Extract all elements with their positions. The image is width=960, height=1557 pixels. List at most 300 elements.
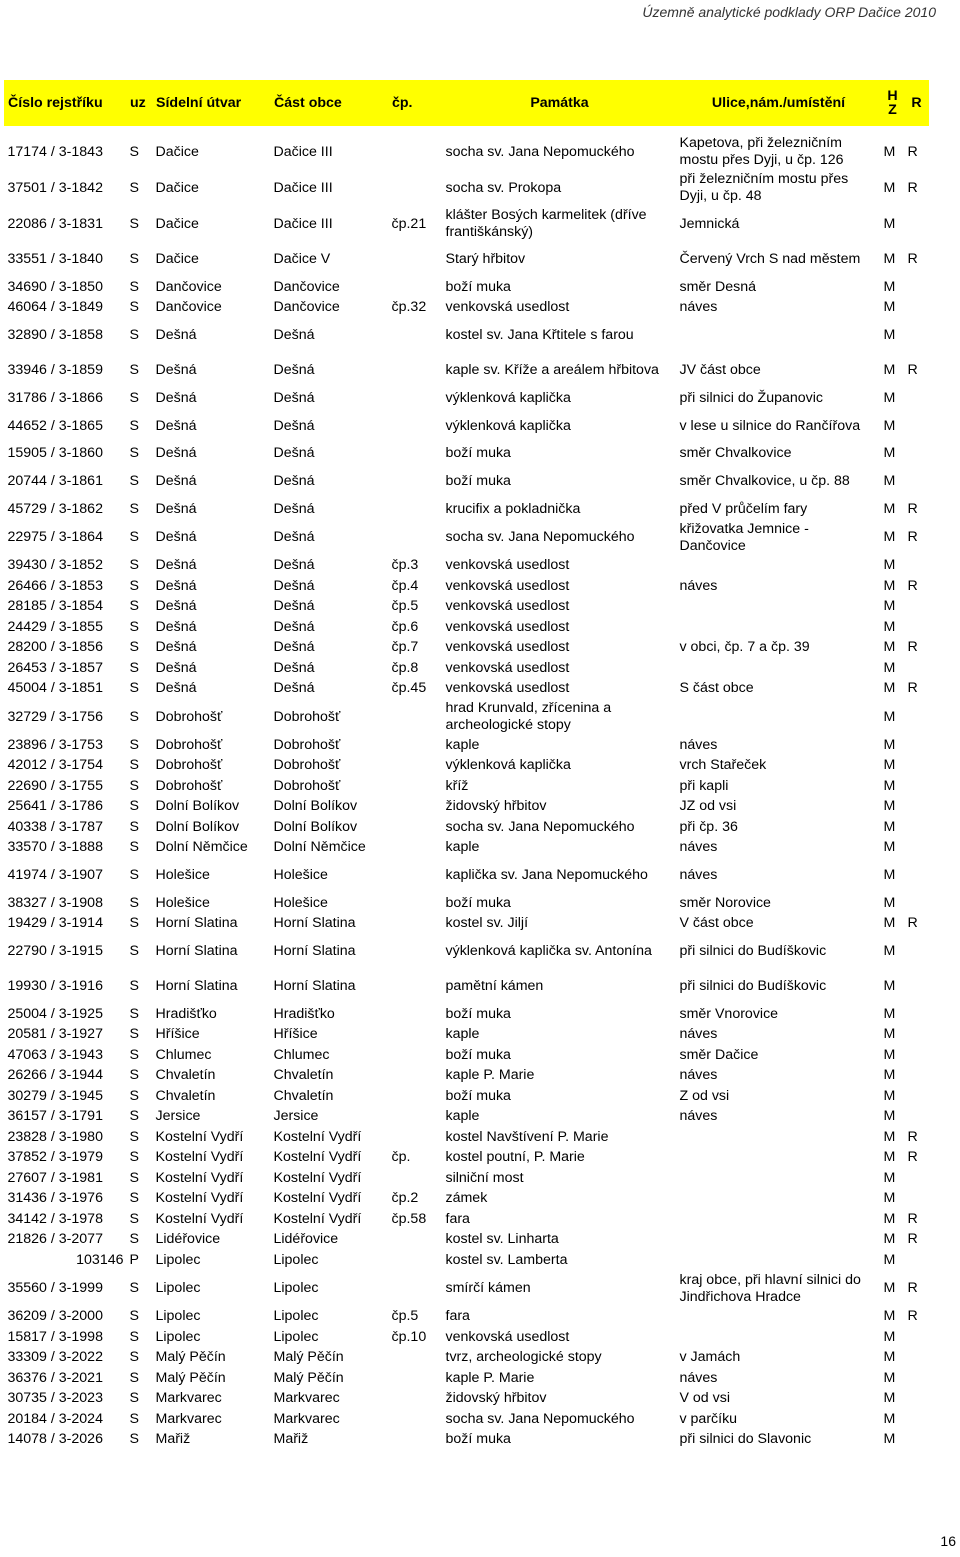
cell-monument: kaple: [445, 839, 480, 856]
cell-hz: M: [883, 680, 896, 697]
cell-municipality-part: Mařiž: [273, 1431, 309, 1448]
table-row: [5, 409, 929, 444]
cell-monument: kaplička sv. Jana Nepomuckého: [445, 867, 648, 883]
table-row: [5, 1127, 929, 1148]
cell-hz: M: [883, 1251, 896, 1268]
cell-monument: hrad Krunvald, zřícenina a archeologické stopy: [445, 700, 612, 733]
cell-location: náves: [679, 1026, 718, 1043]
cell-location: JV část obce: [679, 362, 761, 378]
cell-registry-number: 33570 / 3-1888: [7, 839, 103, 856]
cell-settlement: Dačice: [155, 143, 199, 160]
cell-hz: M: [883, 1231, 896, 1248]
cell-r: [905, 735, 929, 756]
cell-hz: M: [883, 894, 896, 911]
cell-monument: fara: [445, 1210, 470, 1227]
cell-registry-number: 47063 / 3-1943: [7, 1046, 103, 1063]
table-row: [5, 756, 929, 777]
cell-location: směr Dačice: [679, 1046, 759, 1063]
cell-monument: socha sv. Jana Nepomuckého: [445, 143, 635, 160]
cell-monument: Starý hřbitov: [445, 251, 526, 267]
cell-municipality-part: Hradišťko: [273, 1005, 335, 1022]
cell-hz: M: [883, 1026, 896, 1043]
cell-location: Z od vsi: [679, 1087, 730, 1104]
cell-uz: S: [129, 1328, 139, 1345]
cell-location: náves: [679, 1067, 718, 1084]
header-hz: H Z: [881, 81, 905, 126]
cell-registry-number: 45729 / 3-1862: [7, 500, 103, 517]
cell-uz: S: [129, 1046, 139, 1063]
table-row: [5, 388, 929, 409]
cell-house-number: [389, 858, 443, 893]
cell-settlement: Kostelní Vydří: [155, 1149, 244, 1166]
cell-location: při silnici do Budíškovic: [679, 943, 827, 959]
cell-house-number: [389, 893, 443, 914]
cell-municipality-part: Chvaletín: [273, 1087, 334, 1104]
cell-hz: M: [883, 943, 896, 959]
cell-location: [677, 1327, 881, 1348]
cell-monument: fara: [445, 1308, 470, 1325]
cell-location: křižovatka Jemnice - Dančovice: [679, 520, 809, 554]
cell-uz: S: [129, 1349, 139, 1366]
cell-house-number: [389, 934, 443, 969]
cell-hz: M: [883, 598, 896, 615]
cell-house-number: [389, 1086, 443, 1107]
cell-hz: M: [883, 278, 896, 295]
cell-uz: S: [129, 557, 139, 574]
cell-r: R: [907, 179, 918, 196]
table-row: [5, 658, 929, 679]
cell-uz: S: [129, 327, 139, 343]
cell-r: [905, 597, 929, 618]
cell-settlement: Lipolec: [155, 1328, 201, 1345]
cell-monument: venkovská usedlost: [445, 639, 570, 656]
cell-municipality-part: Kostelní Vydří: [273, 1169, 362, 1186]
cell-registry-number: 40338 / 3-1787: [7, 818, 103, 835]
cell-settlement: Kostelní Vydří: [155, 1169, 244, 1186]
cell-location: v parčíku: [679, 1410, 738, 1427]
cell-uz: S: [129, 1108, 139, 1125]
cell-house-number: čp.4: [391, 577, 419, 594]
cell-monument: venkovská usedlost: [445, 618, 570, 635]
cell-hz: M: [883, 1308, 896, 1325]
table-row: [5, 914, 929, 935]
cell-monument: kostel sv. Jiljí: [445, 915, 529, 932]
cell-municipality-part: Malý Pěčín: [273, 1349, 344, 1366]
cell-house-number: čp.21: [391, 215, 427, 232]
cell-house-number: čp.6: [391, 618, 419, 635]
cell-uz: S: [129, 736, 139, 753]
cell-location: při čp. 36: [679, 818, 738, 835]
cell-location: V od vsi: [679, 1390, 730, 1407]
cell-registry-number: 25641 / 3-1786: [7, 798, 103, 815]
cell-settlement: Dešná: [155, 327, 197, 343]
cell-settlement: Dačice: [155, 215, 199, 232]
cell-location: směr Vnorovice: [679, 1005, 779, 1022]
cell-r: R: [907, 500, 918, 517]
cell-uz: S: [129, 708, 139, 725]
cell-municipality-part: Dešná: [273, 577, 315, 594]
table-row: [5, 1066, 929, 1087]
table-row: [5, 1368, 929, 1389]
cell-location: náves: [679, 577, 718, 594]
table-row: [5, 969, 929, 1004]
cell-registry-number: 33551 / 3-1840: [7, 251, 103, 267]
cell-monument: pamětní kámen: [445, 978, 544, 994]
cell-uz: S: [129, 839, 139, 856]
cell-house-number: [389, 699, 443, 735]
cell-municipality-part: Jersice: [273, 1108, 319, 1125]
cell-monument: venkovská usedlost: [445, 557, 570, 574]
cell-hz: M: [883, 445, 896, 462]
cell-house-number: [389, 388, 443, 409]
cell-settlement: Malý Pěčín: [155, 1349, 226, 1366]
table-row: [5, 638, 929, 659]
cell-hz: M: [883, 798, 896, 815]
header-monument: Památka: [443, 81, 677, 126]
cell-monument: židovský hřbitov: [445, 798, 547, 815]
cell-house-number: čp.8: [391, 659, 419, 676]
cell-uz: S: [129, 215, 139, 232]
cell-location: směr Chvalkovice, u čp. 88: [679, 473, 850, 489]
cell-registry-number: 14078 / 3-2026: [7, 1431, 103, 1448]
cell-hz: M: [883, 867, 896, 883]
cell-uz: S: [129, 943, 139, 959]
cell-municipality-part: Dačice III: [273, 215, 333, 232]
cell-settlement: Kostelní Vydří: [155, 1190, 244, 1207]
cell-hz: M: [883, 1210, 896, 1227]
cell-house-number: [389, 817, 443, 838]
cell-hz: M: [883, 708, 896, 725]
cell-house-number: [389, 1430, 443, 1451]
cell-house-number: [389, 1409, 443, 1430]
cell-location: při silnici do Županovic: [679, 389, 824, 406]
cell-house-number: [389, 756, 443, 777]
table-row: [5, 817, 929, 838]
cell-hz: M: [883, 1005, 896, 1022]
cell-hz: M: [883, 1431, 896, 1448]
cell-uz: S: [129, 445, 139, 462]
cell-house-number: [389, 1004, 443, 1025]
cell-uz: S: [129, 639, 139, 656]
table-row: [5, 520, 929, 556]
cell-r: R: [907, 529, 918, 545]
cell-registry-number: 23828 / 3-1980: [7, 1128, 103, 1145]
cell-settlement: Lidéřovice: [155, 1231, 221, 1248]
cell-r: [905, 388, 929, 409]
cell-registry-number: 39430 / 3-1852: [7, 557, 103, 574]
cell-monument: boží muka: [445, 1046, 511, 1063]
cell-r: [905, 1409, 929, 1430]
cell-uz: S: [129, 179, 139, 196]
cell-uz: S: [129, 362, 139, 378]
cell-uz: S: [129, 1390, 139, 1407]
cell-settlement: Hříšice: [155, 1026, 200, 1043]
cell-uz: S: [129, 978, 139, 994]
cell-hz: M: [883, 618, 896, 635]
cell-registry-number: 19930 / 3-1916: [7, 978, 103, 994]
table-row: [5, 617, 929, 638]
cell-monument: kaple P. Marie: [445, 1369, 535, 1386]
page-number: 16: [940, 1533, 956, 1549]
cell-monument: venkovská usedlost: [445, 577, 570, 594]
cell-municipality-part: Lipolec: [273, 1308, 319, 1325]
cell-uz: S: [129, 1410, 139, 1427]
cell-house-number: čp.: [391, 1149, 411, 1166]
cell-r: R: [907, 1149, 918, 1166]
cell-r: [905, 817, 929, 838]
cell-uz: S: [129, 417, 139, 434]
cell-registry-number: 22790 / 3-1915: [7, 943, 103, 959]
cell-location: Červený Vrch S nad městem: [679, 251, 861, 267]
cell-hz: M: [883, 1067, 896, 1084]
cell-municipality-part: Dobrohošť: [273, 736, 341, 753]
cell-municipality-part: Holešice: [273, 894, 328, 911]
cell-monument: venkovská usedlost: [445, 598, 570, 615]
cell-location: [677, 617, 881, 638]
cell-uz: S: [129, 1169, 139, 1186]
cell-hz: M: [883, 179, 896, 196]
cell-hz: M: [883, 1369, 896, 1386]
cell-registry-number: 30279 / 3-1945: [7, 1087, 103, 1104]
cell-municipality-part: Dešná: [273, 639, 315, 656]
cell-settlement: Markvarec: [155, 1390, 222, 1407]
cell-monument: boží muka: [445, 1431, 511, 1448]
table-row: [5, 1327, 929, 1348]
cell-location: [677, 1168, 881, 1189]
table-row: [5, 1045, 929, 1066]
cell-settlement: Chlumec: [155, 1046, 212, 1063]
cell-r: [905, 409, 929, 444]
cell-settlement: Dešná: [155, 618, 197, 635]
cell-hz: M: [883, 389, 896, 406]
cell-location: směr Desná: [679, 278, 756, 295]
cell-settlement: Dešná: [155, 473, 197, 489]
cell-r: R: [907, 362, 918, 378]
cell-settlement: Dešná: [155, 680, 197, 697]
cell-house-number: [389, 520, 443, 556]
cell-r: R: [907, 1210, 918, 1227]
cell-house-number: [389, 1271, 443, 1307]
cell-house-number: [389, 1250, 443, 1271]
cell-hz: M: [883, 1410, 896, 1427]
cell-hz: M: [883, 1149, 896, 1166]
table-row: [5, 1230, 929, 1251]
cell-municipality-part: Horní Slatina: [273, 978, 356, 994]
cell-registry-number: 32890 / 3-1858: [7, 327, 103, 343]
cell-house-number: [389, 1348, 443, 1369]
cell-municipality-part: Kostelní Vydří: [273, 1128, 362, 1145]
cell-registry-number: 37852 / 3-1979: [7, 1149, 103, 1166]
cell-monument: kaple sv. Kříže a areálem hřbitova: [445, 362, 659, 378]
cell-registry-number: 22975 / 3-1864: [7, 529, 103, 545]
cell-uz: S: [129, 1128, 139, 1145]
cell-house-number: [389, 1107, 443, 1128]
cell-monument: venkovská usedlost: [445, 299, 570, 316]
cell-municipality-part: Dobrohošť: [273, 777, 341, 794]
cell-uz: S: [129, 1280, 139, 1296]
cell-r: [905, 1250, 929, 1271]
cell-r: R: [907, 1308, 918, 1325]
cell-municipality-part: Dačice V: [273, 251, 331, 267]
cell-house-number: [389, 969, 443, 1004]
cell-hz: M: [883, 215, 896, 232]
cell-municipality-part: Horní Slatina: [273, 943, 356, 959]
header-location: Ulice,nám./umístění: [677, 81, 881, 126]
table-row: [5, 1271, 929, 1307]
table-row: [5, 556, 929, 577]
cell-r: [905, 756, 929, 777]
cell-hz: M: [883, 417, 896, 434]
cell-house-number: [389, 1368, 443, 1389]
cell-hz: M: [883, 299, 896, 316]
cell-uz: S: [129, 1431, 139, 1448]
cell-hz: M: [883, 1349, 896, 1366]
table-row: [5, 1086, 929, 1107]
cell-hz: M: [883, 557, 896, 574]
cell-house-number: [389, 1066, 443, 1087]
cell-monument: socha sv. Jana Nepomuckého: [445, 529, 635, 545]
cell-r: [905, 617, 929, 638]
cell-monument: kaple: [445, 736, 480, 753]
cell-monument: krucifix a pokladnička: [445, 500, 581, 517]
cell-location: [677, 699, 881, 735]
table-row: [5, 242, 929, 277]
cell-hz: M: [883, 473, 896, 489]
cell-uz: S: [129, 1369, 139, 1386]
cell-uz: S: [129, 577, 139, 594]
table-row: [5, 298, 929, 319]
cell-registry-number: 33309 / 3-2022: [7, 1349, 103, 1366]
cell-municipality-part: Dešná: [273, 445, 315, 462]
running-header-title: Územně analytické podklady ORP Dačice 2010: [642, 4, 936, 20]
cell-uz: S: [129, 777, 139, 794]
cell-house-number: [389, 170, 443, 206]
cell-municipality-part: Holešice: [273, 867, 328, 883]
cell-registry-number: 21826 / 3-2077: [7, 1231, 103, 1248]
cell-location: směr Norovice: [679, 894, 771, 911]
cell-settlement: Dančovice: [155, 278, 222, 295]
table-row: [5, 1148, 929, 1169]
cell-settlement: Dešná: [155, 500, 197, 517]
cell-settlement: Dobrohošť: [155, 708, 223, 725]
table-row: [5, 1209, 929, 1230]
cell-r: R: [907, 1128, 918, 1145]
cell-r: [905, 1327, 929, 1348]
cell-registry-number: 19429 / 3-1914: [7, 915, 103, 932]
cell-monument: židovský hřbitov: [445, 1390, 547, 1407]
table-row: [5, 858, 929, 893]
cell-location: [677, 1307, 881, 1328]
cell-uz: S: [129, 473, 139, 489]
table-row: [5, 1430, 929, 1451]
header-municipality-part: Část obce: [271, 81, 389, 126]
cell-r: [905, 893, 929, 914]
cell-settlement: Markvarec: [155, 1410, 222, 1427]
cell-municipality-part: Lipolec: [273, 1251, 319, 1268]
cell-registry-number: 35560 / 3-1999: [7, 1280, 103, 1296]
cell-municipality-part: Lidéřovice: [273, 1231, 339, 1248]
cell-house-number: [389, 776, 443, 797]
cell-hz: M: [883, 659, 896, 676]
cell-monument: kostel sv. Jana Křtitele s farou: [445, 327, 634, 343]
cell-r: [905, 1004, 929, 1025]
table-row: [5, 464, 929, 499]
table-row: [5, 576, 929, 597]
cell-uz: S: [129, 143, 139, 160]
cell-location: náves: [679, 1369, 718, 1386]
cell-house-number: [389, 797, 443, 818]
cell-registry-number: 17174 / 3-1843: [7, 143, 103, 160]
cell-uz: S: [129, 894, 139, 911]
cell-settlement: Dešná: [155, 577, 197, 594]
cell-uz: S: [129, 500, 139, 517]
cell-monument: socha sv. Jana Nepomuckého: [445, 818, 635, 835]
cell-hz: M: [883, 1046, 896, 1063]
cell-monument: kaple P. Marie: [445, 1067, 535, 1084]
table-row: [5, 1189, 929, 1210]
cell-monument: kostel sv. Linharta: [445, 1231, 559, 1248]
cell-settlement: Dačice: [155, 251, 199, 267]
cell-location: náves: [679, 299, 718, 316]
cell-settlement: Dešná: [155, 389, 197, 406]
header-r: R: [905, 81, 929, 126]
cell-location: [677, 318, 881, 353]
monument-register-table: [4, 80, 929, 1450]
cell-municipality-part: Dobrohošť: [273, 708, 341, 725]
cell-monument: výklenková kaplička: [445, 417, 571, 434]
table-row: [5, 1409, 929, 1430]
cell-location: při silnici do Budíškovic: [679, 978, 827, 994]
cell-uz: S: [129, 618, 139, 635]
cell-house-number: [389, 499, 443, 520]
table-row: [5, 1025, 929, 1046]
cell-municipality-part: Dolní Němčice: [273, 839, 366, 856]
cell-location: při silnici do Slavonic: [679, 1431, 812, 1448]
cell-monument: venkovská usedlost: [445, 1328, 570, 1345]
cell-r: [905, 776, 929, 797]
cell-r: [905, 1348, 929, 1369]
cell-municipality-part: Lipolec: [273, 1328, 319, 1345]
cell-hz: M: [883, 978, 896, 994]
cell-house-number: [389, 464, 443, 499]
cell-hz: M: [883, 839, 896, 856]
cell-monument: smírčí kámen: [445, 1280, 531, 1296]
cell-registry-number: 46064 / 3-1849: [7, 299, 103, 316]
cell-settlement: Malý Pěčín: [155, 1369, 226, 1386]
cell-house-number: čp.32: [391, 299, 427, 316]
cell-house-number: [389, 1025, 443, 1046]
cell-location: JZ od vsi: [679, 798, 737, 815]
cell-monument: socha sv. Prokopa: [445, 179, 562, 196]
cell-settlement: Lipolec: [155, 1280, 201, 1296]
cell-hz: M: [883, 1169, 896, 1186]
cell-municipality-part: Dešná: [273, 557, 315, 574]
cell-uz: S: [129, 1067, 139, 1084]
cell-registry-number: 20744 / 3-1861: [7, 473, 103, 489]
cell-house-number: [389, 444, 443, 465]
table-row: [5, 444, 929, 465]
cell-municipality-part: Malý Pěčín: [273, 1369, 344, 1386]
cell-monument: venkovská usedlost: [445, 680, 570, 697]
cell-house-number: [389, 277, 443, 298]
cell-uz: P: [129, 1251, 139, 1268]
cell-location: [677, 1230, 881, 1251]
cell-r: [905, 556, 929, 577]
cell-municipality-part: Dolní Bolíkov: [273, 798, 358, 815]
cell-hz: M: [883, 1087, 896, 1104]
cell-location: Kapetova, při železničním mostu přes Dyji, u čp. 126: [679, 135, 844, 168]
cell-registry-number: 23896 / 3-1753: [7, 736, 103, 753]
